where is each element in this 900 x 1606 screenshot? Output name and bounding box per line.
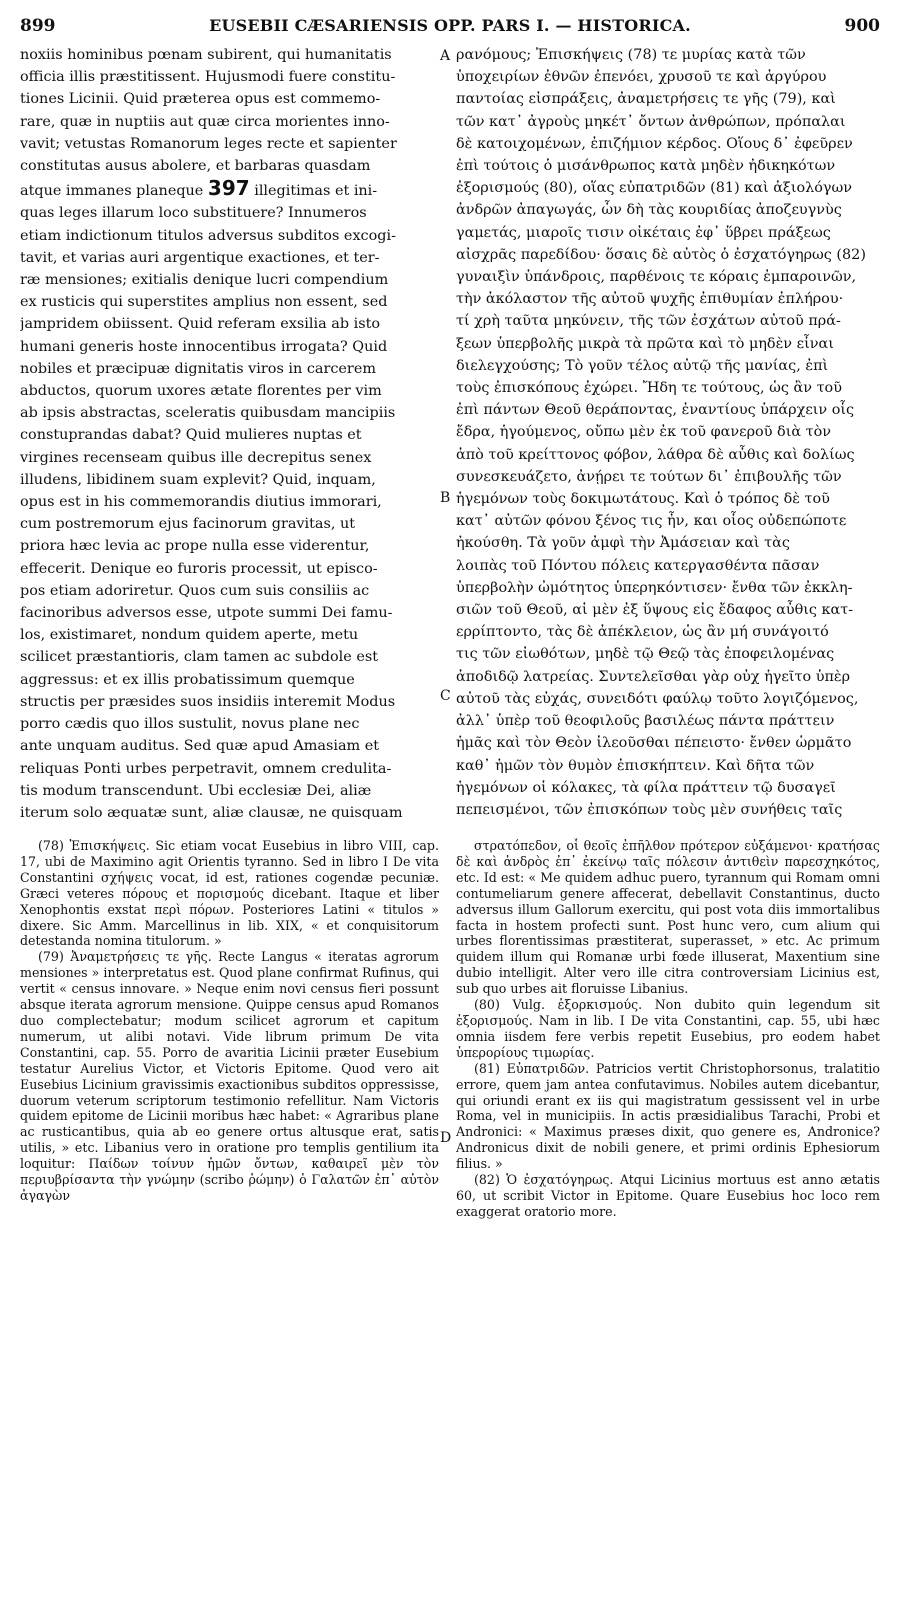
greek-text-line: ξεων ὑπερβολῆς μικρὰ τὰ πρῶτα καὶ τὸ μηδὲν εἶναι bbox=[456, 335, 834, 352]
page-number-right: 900 bbox=[844, 16, 880, 36]
section-marker-d: D bbox=[440, 1130, 452, 1146]
greek-text-line: ἠκούσθη. Τὰ γοῦν ἀμφὶ τὴν Ἀμάσειαν καὶ τὰς bbox=[456, 535, 790, 552]
greek-text-line: πεπεισμένοι, τῶν ἐπισκόπων τοὺς μὲν συνήθεις ταῖς bbox=[456, 801, 843, 818]
latin-text-line: los, existimaret, nondum quidem aperte, metu bbox=[20, 627, 359, 644]
greek-text-line: ἡγεμόνων τοὺς δοκιμωτάτους. Καὶ ὁ τρόπος δὲ τοῦ bbox=[456, 491, 830, 508]
page-number-left: 899 bbox=[20, 16, 56, 36]
latin-text-line: ræ mensiones; exitialis denique lucri compendium bbox=[20, 272, 389, 289]
latin-text-line: constitutas ausus abolere, et barbaras quasdam bbox=[20, 158, 371, 175]
greek-text-line: ἡγεμόνων οἱ κόλακες, τὰ φίλα πράττειν τῷ δυσαγεῖ bbox=[456, 779, 836, 796]
page-header bbox=[20, 14, 880, 42]
footnote: (79) Ἀναμετρήσεις τε γῆς. Recte Langus « iteratas agrorum mensiones » interpretatus est. Quod plane confirmat Rufinus, qui vertit « census innovare. » Neque enim novi census fieri possunt absque iterata agrorum mensione. Quippe census apud Romanos duo complectebatur; modum scilicet agrorum et capitum numerum, ut alibi notavi. Vide librum primum De vita Constantini, cap. 55. Porro de avaritia Licinii præter Eusebium testatur Aurelius Victor, et Victoris Epitome. Quod vero ait Eusebius Licinium gravissimis exactionibus subditos oppressisse, duorum veterum scriptorum testimonio refellitur. Nam Victoris quidem epitome de Licinii moribus hæc habet: « Agraribus plane ac rusticantibus, quia ab eo genere ortus altusque erat, satis utilis, » etc. Libanius vero in oratione pro templis gentilium ita loquitur: Παίδων τοίνυν ἡμῶν ὄντων, καθαιρεῖ μὲν τὸν περιυβρίσαντα τὴν γνώμην (scribo ῥώμην) ὁ Γαλατῶν ἐπ᾽ αὐτὸν ἀγαγὼν bbox=[20, 949, 439, 1203]
latin-text-line: porro cædis quo illos sustulit, novus plane nec bbox=[20, 716, 360, 733]
greek-text-line: γυναιξὶν ὑπάνδροις, παρθένοις τε κόραις ἐμπαροινῶν, bbox=[456, 269, 857, 286]
greek-text-line: διελεγχούσης; Τὸ γοῦν τέλος αὐτῷ τῆς μανίας, ἐπὶ bbox=[456, 357, 829, 374]
section-marker-a: A bbox=[440, 48, 451, 64]
greek-text-line: τις τῶν εἰωθότων, μηδὲ τῷ Θεῷ τὰς ἐποφειλομένας bbox=[456, 646, 835, 663]
latin-text-line: priora hæc levia ac prope nulla esse viderentur, bbox=[20, 538, 370, 555]
latin-text-line: vavit; vetustas Romanorum leges recte et sapienter bbox=[20, 135, 397, 152]
greek-text-line: ἐξορισμούς (80), οἵας εὐπατριδῶν (81) καὶ ἀξιολόγων bbox=[456, 180, 853, 197]
greek-text-line: αἰσχρᾶς παρεδίδου· ὅσαις δὲ αὐτὸς ὁ ἐσχατόγηρως (82) bbox=[456, 246, 866, 263]
greek-text-line: τὴν ἀκόλαστον τῆς αὐτοῦ ψυχῆς ἐπιθυμίαν ἐπλήρου· bbox=[456, 291, 844, 308]
greek-text-line: ὑπερβολὴν ὠμότητος ὑπερηκόντισεν· ἔνθα τῶν ἐκκλη- bbox=[456, 579, 853, 596]
latin-text-line: aggressus: et ex illis probatissimum quemque bbox=[20, 671, 355, 688]
greek-text-line: ἔδρα, ἡγούμενος, οὔπω μὲν ἐκ τοῦ φανεροῦ διὰ τὸν bbox=[456, 424, 832, 441]
latin-text-line: constuprandas dabat? Quid mulieres nuptas et bbox=[20, 427, 362, 444]
latin-text-column bbox=[20, 44, 439, 819]
greek-text-line: γαμετάς, μιαροῖς τισιν οἰκέταις ἐφ᾽ ὕβρει πράξεως bbox=[456, 224, 831, 241]
latin-text-line: nobiles et præcipuæ dignitatis viros in carcerem bbox=[20, 360, 376, 377]
greek-text-line: ἐπὶ πάντων Θεοῦ θεράποντας, ἐναντίους ὑπάρχειν οἷς bbox=[456, 402, 855, 419]
greek-text-line: ὑποχειρίων ἐθνῶν ἐπενόει, χρυσοῦ τε καὶ ἀργύρου bbox=[456, 69, 827, 86]
latin-text-line: rare, quæ in nuptiis aut quæ circa morientes inno- bbox=[20, 113, 390, 130]
greek-text-line: δὲ κατοιχομένων, ἐπιζήμιον κέρδος. Οἵους δ᾽ ἐφεῦρεν bbox=[456, 135, 853, 152]
footnotes-left-column bbox=[20, 838, 439, 1598]
latin-text-line: officia illis præstitissent. Hujusmodi fuere constitu- bbox=[20, 69, 396, 86]
footnote: (78) Ἐπισκήψεις. Sic etiam vocat Eusebius in libro VIII, cap. 17, ubi de Maximino agit Orientis tyranno. Sed in libro I De vita Constantini σχήψεις vocat, id est, rationes cogendæ pecuniæ. Græci veteres πόρους et πορισμούς dicebant. Itaque et liber Xenophontis exstat περὶ πόρων. Posteriores Latini « titulos » dixere. Sic Amm. Marcellinus in lib. XIX, « et conquisitorum detestanda nomina titulorum. » bbox=[20, 838, 439, 949]
latin-text-line: abductos, quorum uxores ætate florentes per vim bbox=[20, 383, 382, 400]
latin-text-line: ex rusticis qui superstites amplius non essent, sed bbox=[20, 294, 388, 311]
latin-text-line: illudens, libidinem suam explevit? Quid, inquam, bbox=[20, 471, 376, 488]
latin-text-line: structis per præsides suos insidiis interemit Modus bbox=[20, 693, 396, 710]
greek-text-line: λοιπὰς τοῦ Πόντου πόλεις κατεργασθέντα πᾶσαν bbox=[456, 557, 820, 574]
latin-text-line: virgines recenseam quibus ille decrepitus senex bbox=[20, 449, 372, 466]
latin-text-line: tis modum transcendunt. Ubi ecclesiæ Dei, aliæ bbox=[20, 782, 372, 799]
greek-text-line: ἡμᾶς καὶ τὸν Θεὸν ἱλεοῦσθαι πέπειστο· ἔνθεν ὡρμᾶτο bbox=[456, 735, 852, 752]
latin-text-line: tavit, et varias auri argentique exactiones, et ter- bbox=[20, 249, 380, 266]
latin-text-line: cum postremorum ejus facinorum gravitas, ut bbox=[20, 516, 356, 533]
greek-text-line: καθ᾽ ἡμῶν τὸν θυμὸν ἐπισκήπτειν. Καὶ δῆτα τῶν bbox=[456, 757, 815, 774]
greek-text-line: παντοίας εἰσπράξεις, ἀναμετρήσεις τε γῆς (79), καὶ bbox=[456, 91, 836, 108]
greek-text-line: ρανόμους; Ἐπισκήψεις (78) τε μυρίας κατὰ τῶν bbox=[456, 47, 806, 63]
latin-text-line: ab ipsis abstractas, sceleratis quibusdam mancipiis bbox=[20, 405, 396, 422]
greek-text-line: συνεσκευάζετο, ἀνῄρει τε τούτων δι᾽ ἐπιβουλῆς τῶν bbox=[456, 468, 842, 485]
latin-text-line: pos etiam adoriretur. Quos cum suis consiliis ac bbox=[20, 582, 370, 599]
greek-text-line: ἀλλ᾽ ὑπὲρ τοῦ θεοφιλοῦς βασιλέως πάντα πράττειν bbox=[456, 713, 835, 730]
latin-text-line: tiones Licinii. Quid præterea opus est commemo- bbox=[20, 91, 381, 108]
section-marker-b: B bbox=[440, 490, 451, 506]
latin-text-line: iterum solo æquatæ sunt, aliæ clausæ, ne quisquam bbox=[20, 804, 403, 819]
running-title: EUSEBII CÆSARIENSIS OPP. PARS I. — HISTORICA. bbox=[209, 16, 691, 35]
greek-text-line: κατ᾽ αὐτῶν φόνου ξένος τις ἦν, και οἷος οὐδεπώποτε bbox=[456, 513, 847, 530]
section-marker-c: C bbox=[440, 688, 451, 704]
footnote: στρατόπεδον, οἷ θεοῖς ἐπῆλθον πρότερον εὐξάμενοι· κρατήσας δὲ καὶ ἀνδρὸς ἐπ᾽ ἐκείνῳ ταῖς πόλεσιν ἀντιθεὶν παρεσχηκότος, etc. Id est: « Me quidem adhuc puero, tyrannum qui Romam omni contumeliarum genere affecerat, debellavit Constantinus, ducto adversus illum Gallorum exercitu, qui post vota diis immortalibus facta in hostem profecti sunt. Post hunc vero, cum alium qui urbes florentissimas præstiterat, superasset, » etc. Ac primum quidem illum qui Romanæ urbi fœde illuserat, Maxentium sine dubio intelligit. Alter vero ille citra controversiam Licinius est, sub quo urbes ait floruisse Libanius. bbox=[456, 838, 880, 997]
greek-text-line: τί χρὴ ταῦτα μηκύνειν, τῆς τῶν ἐσχάτων αὐτοῦ πρά- bbox=[456, 313, 841, 330]
footnotes-right-column bbox=[456, 838, 880, 1598]
greek-text-line: ἀνδρῶν ἀπαγωγάς, ὧν δὴ τὰς κουριδίας ἀποζευγνὺς bbox=[456, 202, 842, 219]
latin-text-line: atque immanes planeque 397 illegitimas et ini- bbox=[20, 177, 378, 201]
latin-text-line: opus est in his commemorandis diutius immorari, bbox=[20, 494, 382, 511]
footnote: (81) Εὐπατριδῶν. Patricios vertit Christophorsonus, tralatitio errore, quem jam antea confutavimus. Nobiles autem dicebantur, qui oriundi erant ex iis qui magistratum gessissent vel in urbe Roma, vel in municipiis. In actis præsidialibus Tarachi, Probi et Andronici: « Maximus præses dixit, quo genere es, Andronice? Andronicus dixit de nobili genere, et primi ordinis Ephesiorum filius. » bbox=[456, 1060, 880, 1172]
greek-text-line: ερρίπτοντο, τὰς δὲ ἀπέκλειον, ὡς ἂν μή συνάγοιτό bbox=[456, 624, 829, 641]
latin-text-line: quas leges illarum loco substituere? Innumeros bbox=[20, 205, 367, 222]
greek-text-line: αὐτοῦ τὰς εὐχάς, συνειδότι φαύλῳ τοῦτο λογιζόμενος, bbox=[456, 690, 859, 707]
latin-text-line: noxiis hominibus pœnam subirent, qui humanitatis bbox=[20, 47, 392, 63]
greek-text-column bbox=[456, 44, 880, 819]
greek-text-line: σιῶν τοῦ Θεοῦ, αἱ μὲν ἐξ ὕψους εἰς ἔδαφος αὖθις κατ- bbox=[456, 602, 854, 619]
latin-text-line: reliquas Ponti urbes perpetravit, omnem credulita- bbox=[20, 760, 392, 777]
latin-text-line: effecerit. Denique eo furoris processit, ut episco- bbox=[20, 560, 378, 577]
latin-text-line: ante unquam auditus. Sed quæ apud Amasiam et bbox=[20, 738, 380, 755]
latin-text-line: scilicet præstantioris, clam tamen ac subdole est bbox=[20, 649, 379, 666]
latin-text-line: jampridem obiissent. Quid referam exsilia ab isto bbox=[20, 316, 381, 333]
greek-text-line: τῶν κατ᾽ ἀγροὺς μηκέτ᾽ ὄντων ἀνθρώπων, πρόπαλαι bbox=[456, 113, 846, 130]
greek-text-line: ἀποδιδῷ λατρείας. Συντελεῖσθαι γὰρ οὐχ ἡγεῖτο ὑπὲρ bbox=[456, 668, 851, 685]
greek-text-line: ἀπὸ τοῦ κρείττονος φόβον, λάθρα δὲ αὖθις καὶ δολίως bbox=[456, 446, 855, 463]
latin-text-line: etiam indictionum titulos adversus subditos excogi- bbox=[20, 227, 396, 244]
footnote: (80) Vulg. ἐξορκισμούς. Non dubito quin legendum sit ἐξορισμούς. Nam in lib. I De vita Constantini, cap. 55, ubi hæc omnia iisdem fere verbis repetit Eusebius, pro eodem habet ὑπερορίους τιμωρίας. bbox=[456, 997, 880, 1060]
greek-text-line: τοὺς ἐπισκόπους ἐχώρει. Ἤδη τε τούτους, ὡς ἂν τοῦ bbox=[456, 380, 842, 397]
latin-text-line: facinoribus adversos esse, utpote summi Dei famu- bbox=[20, 605, 393, 622]
footnote: (82) Ὁ ἐσχατόγηρως. Atqui Licinius mortuus est anno ætatis 60, ut scribit Victor in Epitome. Quare Eusebius hoc loco rem exaggerat oratorio more. bbox=[456, 1172, 880, 1219]
greek-text-line: ἐπὶ τούτοις ὁ μισάνθρωπος κατὰ μηδὲν ἠδικηκότων bbox=[456, 158, 836, 175]
latin-text-line: humani generis hoste innocentibus irrogata? Quid bbox=[20, 338, 388, 355]
